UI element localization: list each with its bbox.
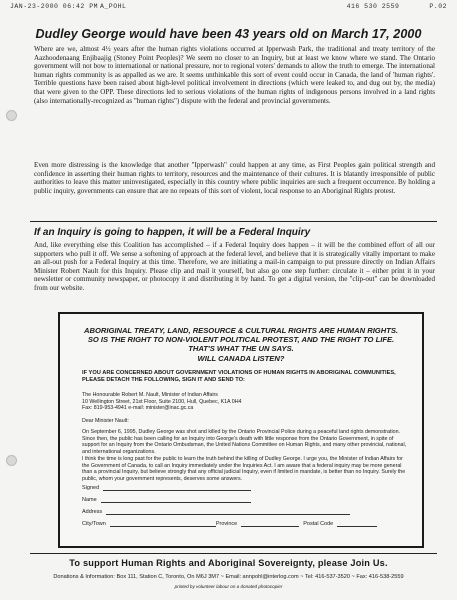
box-instruction [82,370,408,384]
signed-field[interactable] [82,485,251,491]
address-line-1: The Honourable Robert M. Nault, Minister of Indian Affairs [82,392,218,398]
box-headline-line-3: THAT'S WHAT THE UN SAYS. [188,344,294,354]
box-headline [60,326,422,363]
fax-phone: 416 530 2559 [346,3,400,10]
main-title: Dudley George would have been 43 years old on March 17, 2000 [35,27,422,41]
address-line-3: Fax: 819-953-4941 e-mail: minister@inac.gc.ca [82,405,194,412]
address-line[interactable] [106,509,350,515]
minister-address [82,392,408,412]
punch-hole [6,110,17,121]
paragraph-1: Where are we, almost 4½ years after the human rights violations occurred at Ipperwash Park, the traditional and treaty territory of the Aazhoodenaang Enjibaajig (Stoney Point Peoples)? We seem no closer to an Inquiry, but at least we know where we stand. The Ontario government will not bow to international or national pressure, nor to regional voters' demands to allow the truth to emerge. The international human rights community is as appalled as we are. It seems unthinkable this sort of event could occur in Canada, the land of 'human rights'. Terrible questions have been raised about high-level political involvement in directions (which were leaked to, and dug out by, the media) that were given to the OPP. These directions led to serious violations of the human rights of indigenous persons involved in a land rights (also internationally-recognized as "human rights") dispute with the federal and provincial governments. [34,45,435,105]
box-headline-line-1: ABORIGINAL TREATY, LAND, RESOURCE & CULTURAL RIGHTS ARE HUMAN RIGHTS. [83,326,399,335]
name-label: Name [82,497,97,503]
postal-code-label: Postal Code [303,521,334,527]
signed-line[interactable] [103,485,251,491]
city-line[interactable] [110,521,216,527]
fax-page: P.02 [429,3,447,10]
letter-salutation: Dear Minister Nault: [82,418,129,424]
city-label: City/Town [82,521,106,527]
footer-note: printed by volunteer labour on a donated photocopier [174,584,283,589]
letter-paragraph-2: I think the time is long past for the public to learn the truth behind the killing of Dudley George. I urge you, the Minister of Indian Affairs for the Government of Canada, to call an Inquiry immediately under the Inquiries Act. I am aware that a federal inquiry may be more general than a provincial Inquiry, but believe strongly that any official judicial Inquiry, even if limited in mandate, is better than no Inquiry. Surely the public, whom your government represents, deserves some answers. [82,456,406,483]
footer-contact-info: Donations & Information: Box 111, Station C, Toronto, On M6J 3M7 ~ Email: annpohl@interlog.com ~ Tel: 416-537-3520 ~ Fax: 416-538-2559 [53,574,404,580]
address-label: Address [82,509,103,515]
section-divider [30,221,437,222]
section-title: If an Inquiry is going to happen, it will be a Federal Inquiry [34,227,311,238]
address-field[interactable] [82,509,350,515]
postal-code-line[interactable] [337,521,377,527]
footer-title: To support Human Rights and Aboriginal Sovereignty, please Join Us. [69,558,388,568]
box-headline-line-4: WILL CANADA LISTEN? [197,353,285,363]
footer-divider [30,553,437,554]
province-label: Province [215,521,238,527]
box-headline-line-2: SO IS THE RIGHT TO NON-VIOLENT POLITICAL PROTEST, AND THE RIGHT TO LIFE. [87,335,395,345]
punch-hole [6,455,17,466]
name-line[interactable] [101,497,251,503]
paragraph-2: Even more distressing is the knowledge that another "Ipperwash" could happen at any time, as First Peoples gain political strength and confidence in asserting their human rights to territory, resources and the maintenance of their cultures. It is blatantly irresponsible of public authorities to leave this matter uninvestigated, especially in this country where public inquiries are such a frequent occurrence. By holding a public inquiry, governments can ensure that are no repeats of this sort of violent, local response to an Aboriginal Rights protest. [34,161,435,195]
letter-paragraph-1: On September 6, 1995, Dudley George was shot and killed by the Ontario Provincial Police during a peaceful land rights demonstration. Since then, the public has been calling for an Inquiry into George's death with little response from the Ontario Government, in spite of support for an Inquiry from the Ontario Ombudsman, the United Nations Committee on Human Rights, and many other provincial, national, and international organizations. [82,429,407,456]
fax-header [10,3,447,10]
box-instruction-line-2: PLEASE DETACH THE FOLLOWING, SIGN IT AND SEND TO: [82,377,245,383]
province-line[interactable] [241,521,299,527]
name-field[interactable] [82,497,251,503]
address-line-2: 10 Wellington Street, 21st Floor, Suite 2100, Hull, Quebec, K1A 0H4 [82,398,242,405]
city-province-postal-field[interactable] [82,521,377,527]
fax-sender: A_POHL [100,3,127,10]
signed-label: Signed [82,485,100,491]
fax-date-time: JAN-23-2000 06:42 PM [10,3,99,10]
mail-in-letter-box [58,312,424,548]
box-instruction-line-1: IF YOU ARE CONCERNED ABOUT GOVERNMENT VIOLATIONS OF HUMAN RIGHTS IN ABORIGINAL COMMUNITIES, [82,370,396,376]
paragraph-3: And, like everything else this Coalition has accomplished – if a Federal Inquiry does happen – it will be the combined effort of all our supporters who pull it off. We sense a softening of approach at the federal level, and believe that it is strategically vitally important to make an all-out push for a Federal Inquiry at this time. Therefore, we are initiating a mail-in campaign to put pressure directly on Indian Affairs Minister Robert Nault for this Inquiry. Please clip and mail it yourself, but also go one step further: circulate it – either print it in your newsletter or community newspaper, or photocopy it and distributing it by hand. To get a digital version, the "clip-out" can be downloaded from our website. [34,241,435,292]
